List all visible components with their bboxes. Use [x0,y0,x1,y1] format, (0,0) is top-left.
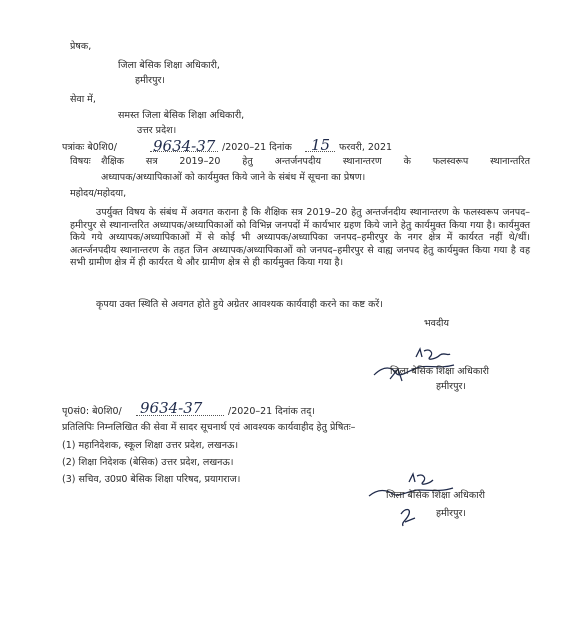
ref-number-blank [150,151,218,152]
ref-month-year: फरवरी, 2021 [339,142,393,153]
body-paragraph-1: उपर्युक्त विषय के संबंध में अवगत कराना है कि शैक्षिक सत्र 2019–20 हेतु अन्तर्जनदीय स्थानान्तरण के फलस्वरूप जनपद–हमीरपुर से स्थानान्तरित अध्यापक/अध्यापिकाओं को विभिन्न जनपदों में कार्यभार ग्रहण किये जाने हेतु कार्यमुक्त किया गया है। कार्यमुक्त किये गये अध्यापक/अध्यापिकाओं में से कोई भी अध्यापक/अध्यापिका जनपद–हमीरपुर के नगर क्षेत्र में कार्यरत नहीं थे/थीं। अतर्न्जनपदीय स्थानान्तरण के तहत जिन अध्यापक/अध्यापिकाओं को जनपद–हमीरपुर से वाह्य जनपद हेतु कार्यमुक्त किया गया है वह सभी ग्रामीण क्षेत्र में ही कार्यरत थे और ग्रामीण क्षेत्र से ही कार्यमुक्त किया गया है। [70,207,530,269]
recipient-state: उत्तर प्रदेश। [137,125,177,136]
salutation: महोदय/महोदया, [70,188,127,199]
sender-designation: जिला बेसिक शिक्षा अधिकारी, [118,60,220,71]
recipient-label: सेवा में, [70,94,96,105]
ref-day-handwritten: 15 [311,136,331,154]
copy-ref-label: पृ0सं0: बे0शि0/ [62,406,122,417]
signature-2-designation: जिला बेसिक शिक्षा अधिकारी [386,490,485,501]
ref-number-handwritten: 9634-37 [153,137,216,155]
recipient-designation: समस्त जिला बेसिक शिक्षा अधिकारी, [118,110,245,121]
subject-line-1: शैक्षिक सत्र 2019–20 हेतु अन्तर्जनपदीय स्थानान्तरण के फलस्वरूप स्थानान्तरित [101,156,530,167]
closing-phrase: भवदीय [424,318,449,329]
ref-day-blank [305,151,335,152]
subject-label: विषयः [70,156,91,167]
copy-ref-number-blank [136,415,224,416]
copy-item-3: (3) सचिव, उ0प्र0 बेसिक शिक्षा परिषद, प्रयागराज। [62,474,241,485]
ref-year-date-label: /2020–21 दिनांक [222,142,292,153]
ref-label: पत्रांकः बे0शि0/ [62,142,117,153]
copy-ref-tail: /2020–21 दिनांक तद्। [228,406,315,417]
copy-item-2: (2) शिक्षा निदेशक (बेसिक) उत्तर प्रदेश, लखनऊ। [62,457,234,468]
sender-district: हमीरपुर। [135,75,165,86]
signature-1-district: हमीरपुर। [436,381,466,392]
subject-line-2: अध्यापक/अध्यापिकाओं को कार्यमुक्त किये जाने के संबंध में सूचना का प्रेषण। [101,172,366,183]
body-paragraph-2: कृपया उक्त स्थिति से अवगत होते हुये अग्रेतर आवश्यक कार्यवाही करने का कष्ट करें। [96,299,383,310]
copy-item-1: (1) महानिदेशक, स्कूल शिक्षा उत्तर प्रदेश, लखनऊ। [62,440,239,451]
copy-ref-number-handwritten: 9634-37 [140,399,203,417]
signature-1-designation: जिला बेसिक शिक्षा अधिकारी [390,366,489,377]
sender-label: प्रेषक, [70,41,92,52]
copy-intro: प्रतिलिपिः निम्नलिखित की सेवा में सादर सूचनार्थ एवं आवश्यक कार्यवाहीद हेतु प्रेषितः– [62,422,356,433]
signature-2-district: हमीरपुर। [436,508,466,519]
